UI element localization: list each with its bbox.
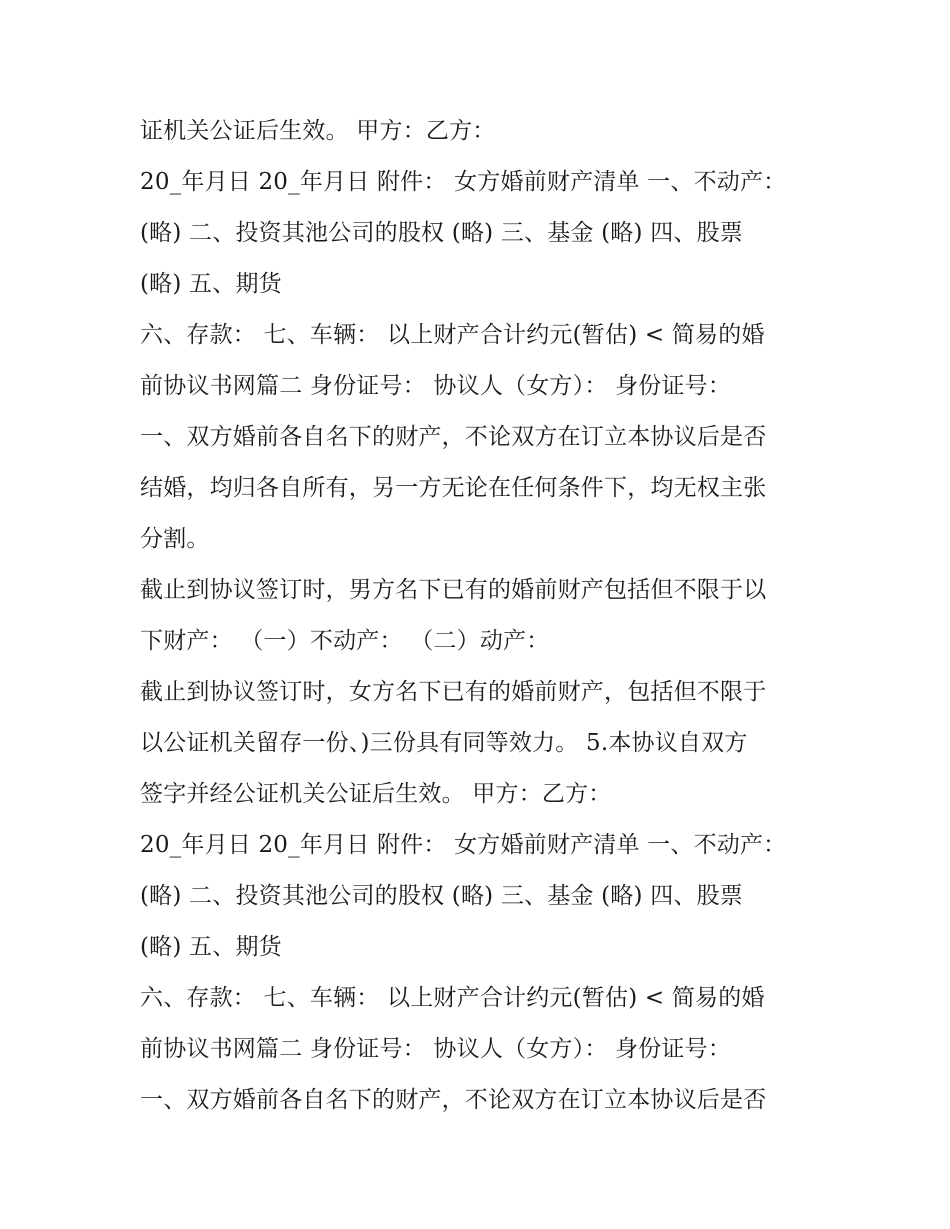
text-line: 证机关公证后生效。 甲方：乙方： bbox=[140, 118, 496, 144]
text-line: (略) 五、期货 bbox=[140, 271, 282, 297]
text-line: 以公证机关留存一份、)三份具有同等效力。 5.本协议自双方 bbox=[140, 730, 748, 756]
text-line: 截止到协议签订时，女方名下已有的婚前财产，包括但不限于 bbox=[140, 679, 767, 705]
text-line: 截止到协议签订时，男方名下已有的婚前财产包括但不限于以 bbox=[140, 577, 767, 603]
text-line: 一、双方婚前各自名下的财产，不论双方在订立本协议后是否 bbox=[140, 1087, 767, 1113]
text-line: 结婚，均归各自所有，另一方无论在任何条件下，均无权主张 bbox=[140, 475, 767, 501]
text-line: 六、存款： 七、车辆： 以上财产合计约元(暂估) < 简易的婚 bbox=[140, 322, 765, 348]
text-line: 前协议书网篇二 身份证号： 协议人（女方）： 身份证号： bbox=[140, 373, 732, 399]
text-line: 一、双方婚前各自名下的财产，不论双方在订立本协议后是否 bbox=[140, 424, 767, 450]
text-line: 20_年月日 20_年月日 附件： 女方婚前财产清单 一、不动产： bbox=[140, 832, 787, 858]
text-line: 六、存款： 七、车辆： 以上财产合计约元(暂估) < 简易的婚 bbox=[140, 985, 765, 1011]
text-line: 20_年月日 20_年月日 附件： 女方婚前财产清单 一、不动产： bbox=[140, 169, 787, 195]
text-line: (略) 二、投资其池公司的股权 (略) 三、基金 (略) 四、股票 bbox=[140, 220, 743, 246]
text-line: (略) 二、投资其池公司的股权 (略) 三、基金 (略) 四、股票 bbox=[140, 883, 743, 909]
text-line: (略) 五、期货 bbox=[140, 934, 282, 960]
text-line: 前协议书网篇二 身份证号： 协议人（女方）： 身份证号： bbox=[140, 1036, 732, 1062]
text-line: 签字并经公证机关公证后生效。 甲方：乙方： bbox=[140, 781, 612, 807]
text-line: 分割。 bbox=[140, 526, 210, 552]
text-line: 下财产： （一）不动产： （二）动产： bbox=[140, 628, 550, 654]
document-body bbox=[140, 106, 830, 1126]
